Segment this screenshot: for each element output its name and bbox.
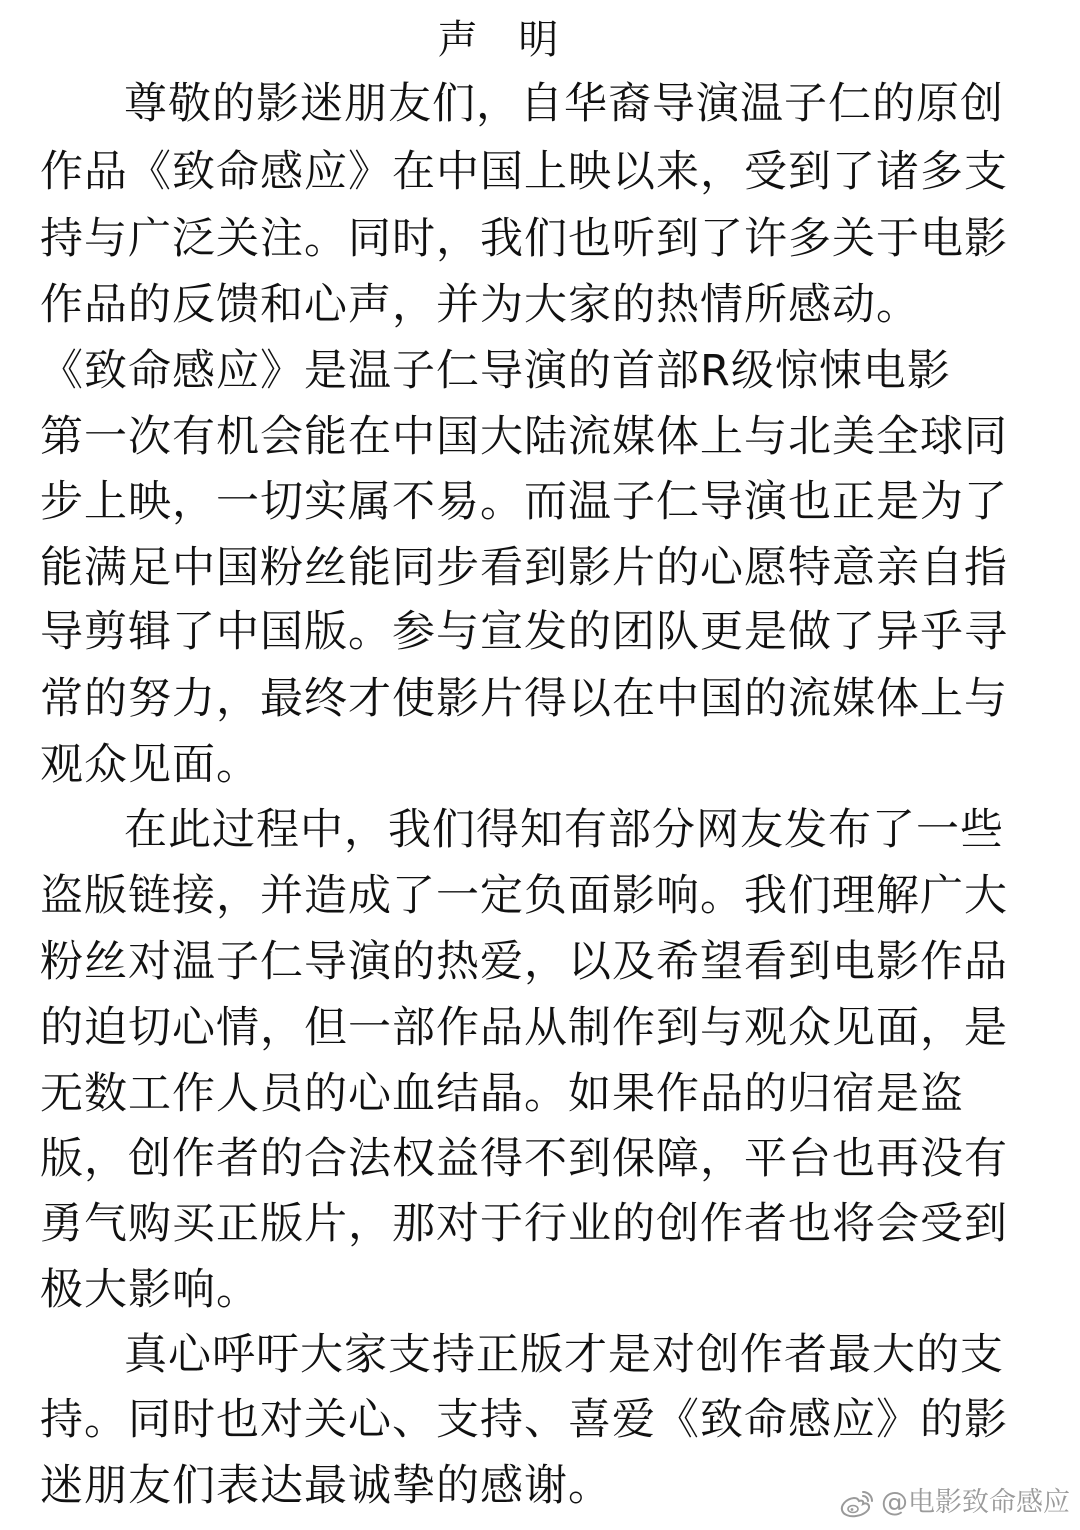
paragraph-line: 第一次有机会能在中国大陆流媒体上与北美全球同 bbox=[40, 412, 1008, 462]
paragraph-line: 作品《致命感应》在中国上映以来，受到了诸多支 bbox=[40, 147, 1008, 197]
paragraph-line: 观众见面。 bbox=[40, 740, 260, 790]
paragraph-line: 极大影响。 bbox=[40, 1265, 260, 1315]
paragraph-line: 在此过程中，我们得知有部分网友发布了一些 bbox=[124, 805, 1004, 855]
paragraph-line: 无数工作人员的心血结晶。如果作品的归宿是盗 bbox=[40, 1069, 964, 1119]
paragraph-line: 迷朋友们表达最诚挚的感谢。 bbox=[40, 1461, 612, 1511]
paragraph-line: 步上映，一切实属不易。而温子仁导演也正是为了 bbox=[40, 477, 1008, 527]
paragraph-line: 持与广泛关注。同时，我们也听到了许多关于电影 bbox=[40, 214, 1008, 264]
paragraph-line: 导剪辑了中国版。参与宣发的团队更是做了异乎寻 bbox=[40, 607, 1008, 657]
paragraph-line: 《致命感应》是温子仁导演的首部R级惊悚电影 bbox=[40, 346, 951, 396]
weibo-watermark bbox=[839, 1486, 1070, 1520]
watermark-text: @电影致命感应 bbox=[881, 1487, 1070, 1518]
paragraph-line: 真心呼吁大家支持正版才是对创作者最大的支 bbox=[124, 1330, 1004, 1380]
paragraph-line: 能满足中国粉丝能同步看到影片的心愿特意亲自指 bbox=[40, 543, 1008, 593]
paragraph-line: 盗版链接，并造成了一定负面影响。我们理解广大 bbox=[40, 871, 1008, 921]
weibo-icon bbox=[839, 1488, 875, 1518]
document-title: 声 明 bbox=[437, 17, 573, 63]
paragraph-line: 持。同时也对关心、支持、喜爱《致命感应》的影 bbox=[40, 1395, 1008, 1445]
paragraph-line: 的迫切心情，但一部作品从制作到与观众见面，是 bbox=[40, 1003, 1008, 1053]
paragraph-line: 版，创作者的合法权益得不到保障，平台也再没有 bbox=[40, 1134, 1008, 1184]
paragraph-line: 粉丝对温子仁导演的热爱，以及希望看到电影作品 bbox=[40, 937, 1008, 987]
paragraph-line: 勇气购买正版片，那对于行业的创作者也将会受到 bbox=[40, 1199, 1008, 1249]
paragraph-line: 常的努力，最终才使影片得以在中国的流媒体上与 bbox=[40, 674, 1008, 724]
paragraph-line: 尊敬的影迷朋友们，自华裔导演温子仁的原创 bbox=[124, 79, 1004, 129]
paragraph-line: 作品的反馈和心声，并为大家的热情所感动。 bbox=[40, 280, 920, 330]
